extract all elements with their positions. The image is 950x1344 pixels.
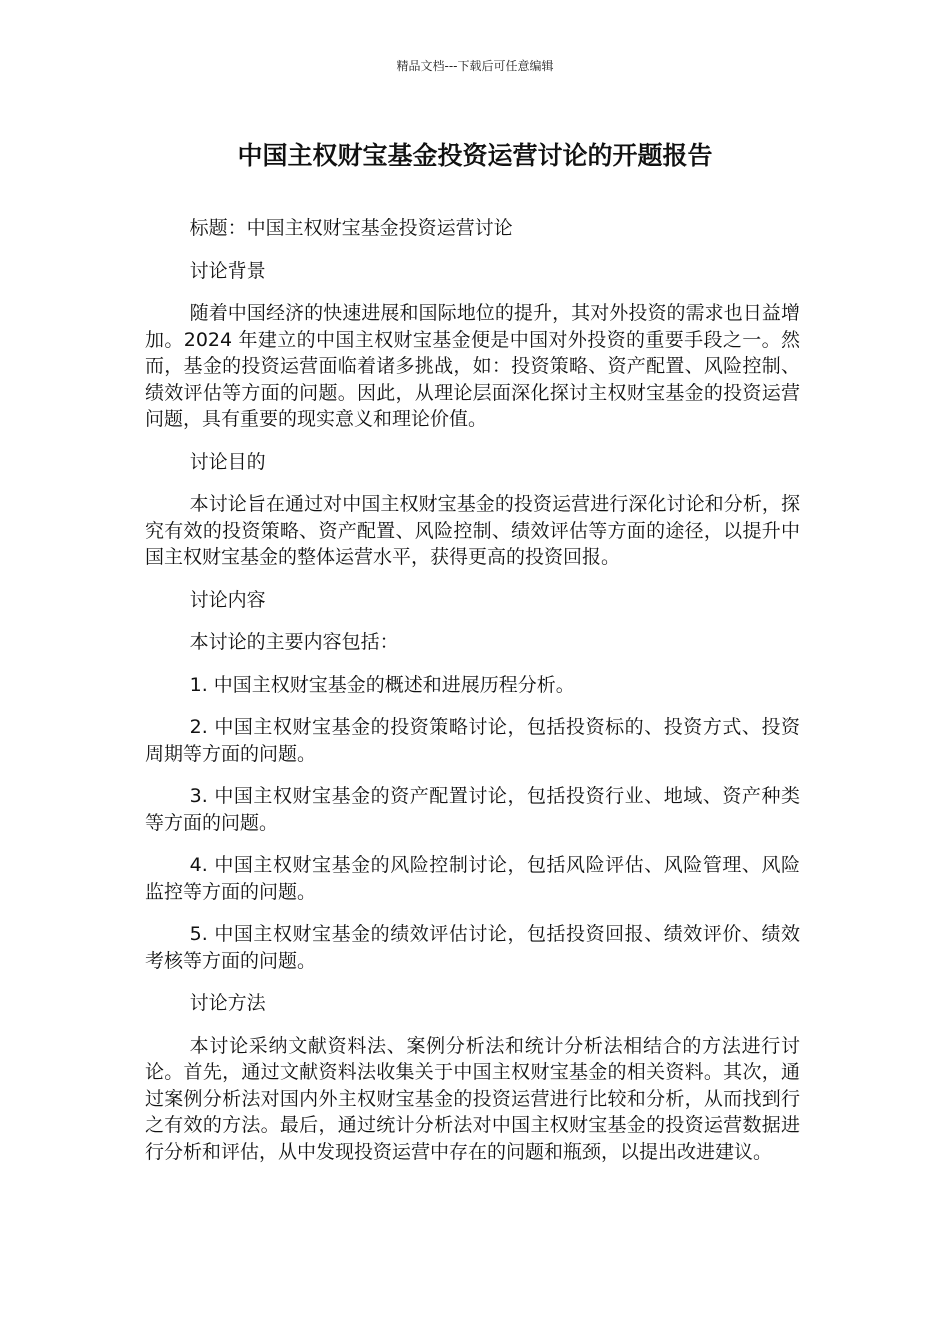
content-list-item: 3. 中国主权财宝基金的资产配置讨论，包括投资行业、地域、资产种类等方面的问题。 [145,785,800,834]
section-heading-background: 讨论背景 [189,259,266,282]
title-line: 标题：中国主权财宝基金投资运营讨论 [189,217,513,239]
method-paragraph: 本讨论采纳文献资料法、案例分析法和统计分析法相结合的方法进行讨论。首先，通过文献资料法收集关于中国主权财宝基金的相关资料。其次，通过案例分析法对国内外主权财宝基金的投资运营进行比较和分析，从而找到行之有效的方法。最后，通过统计分析法对中国主权财宝基金的投资运营数据进行分析和评估，从中发现投资运营中存在的问题和瓶颈，以提出改进建议。 [145,1034,800,1163]
section-heading-purpose: 讨论目的 [189,450,266,473]
content-list-item: 1. 中国主权财宝基金的概述和进展历程分析。 [189,673,575,696]
document-body [145,215,800,1181]
document-title: 中国主权财宝基金投资运营讨论的开题报告 [237,141,713,170]
background-paragraph: 随着中国经济的快速进展和国际地位的提升，其对外投资的需求也日益增加。2024 年建立的中国主权财宝基金便是中国对外投资的重要手段之一。然而，基金的投资运营面临着诸多挑战，如：投资策略、资产配置、风险控制、绩效评估等方面的问题。因此，从理论层面深化探讨主权财宝基金的投资运营问题，具有重要的现实意义和理论价值。 [145,302,800,430]
content-list-item: 5. 中国主权财宝基金的绩效评估讨论，包括投资回报、绩效评价、绩效考核等方面的问题。 [145,923,800,972]
content-list-item: 4. 中国主权财宝基金的风险控制讨论，包括风险评估、风险管理、风险监控等方面的问题。 [145,854,800,903]
section-heading-content: 讨论内容 [189,588,266,611]
page-header: 精品文档---下载后可任意编辑 [396,59,554,73]
content-list-item: 2. 中国主权财宝基金的投资策略讨论，包括投资标的、投资方式、投资周期等方面的问题。 [145,716,800,765]
content-intro: 本讨论的主要内容包括： [189,631,399,653]
purpose-paragraph: 本讨论旨在通过对中国主权财宝基金的投资运营进行深化讨论和分析，探究有效的投资策略、资产配置、风险控制、绩效评估等方面的途径，以提升中国主权财宝基金的整体运营水平，获得更高的投资回报。 [145,493,800,568]
section-heading-method: 讨论方法 [189,992,266,1014]
